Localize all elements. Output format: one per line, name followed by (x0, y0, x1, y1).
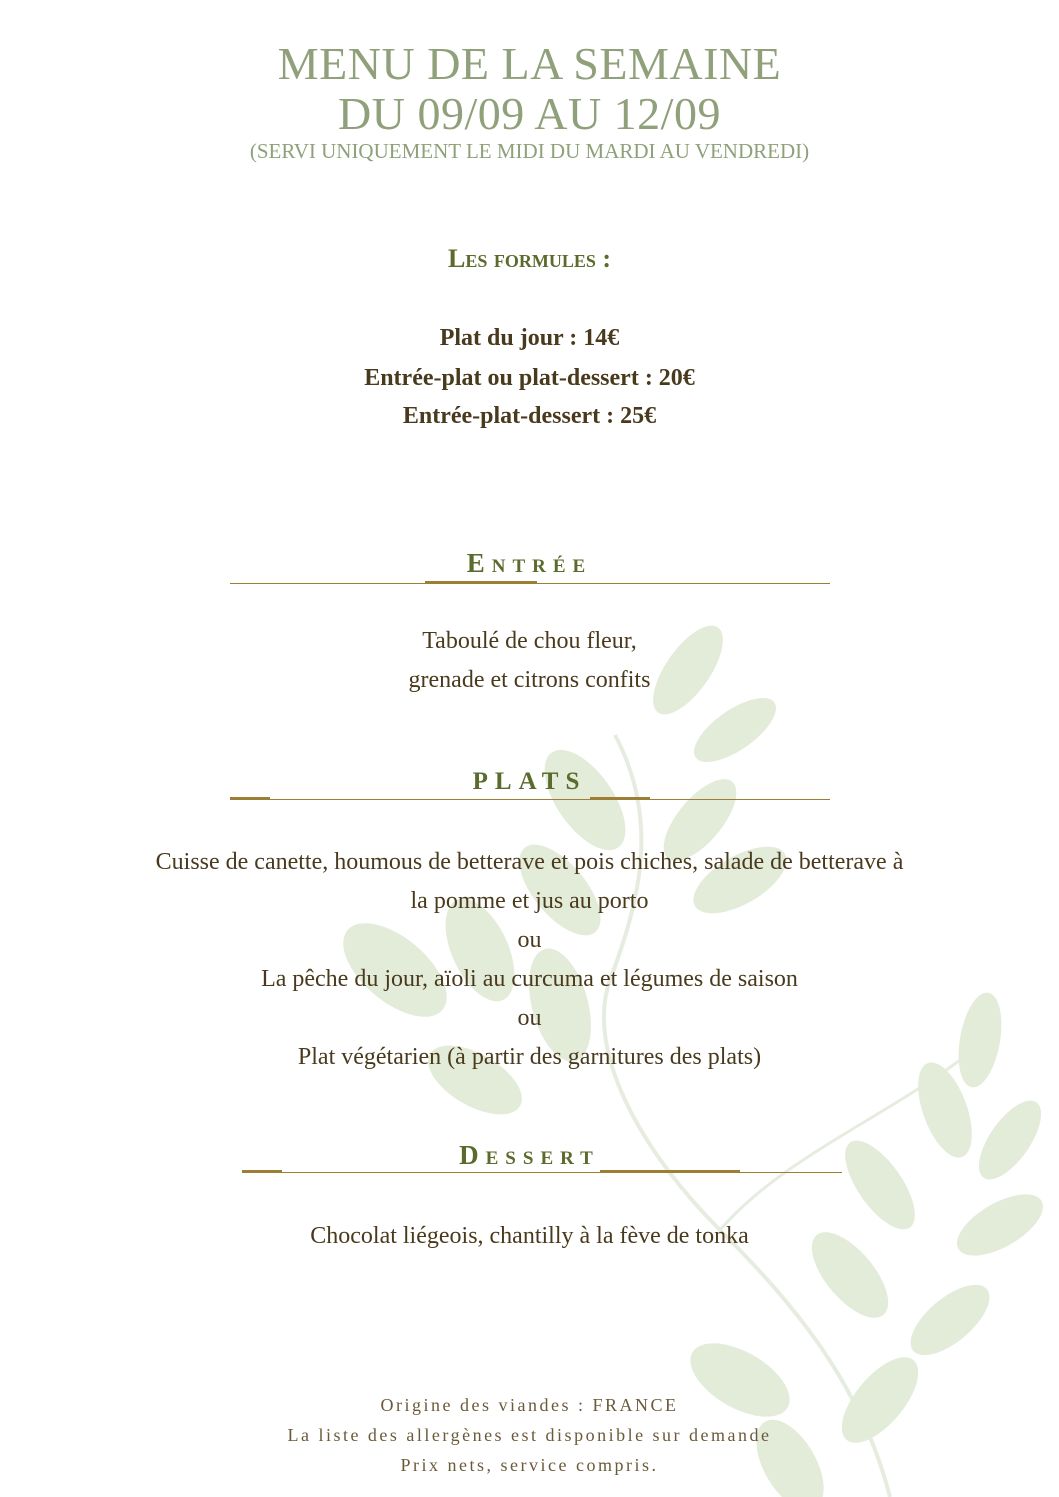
footer-meat-origin: Origine des viandes : FRANCE (380, 1395, 679, 1415)
plats-heading: PLATS (472, 768, 587, 795)
dessert-line-1: Chocolat liégeois, chantilly à la fève de tonka (310, 1223, 749, 1249)
plat-line-2: la pomme et jus au porto (410, 888, 649, 914)
footer-allergens: La liste des allergènes est disponible sur demande (287, 1425, 772, 1445)
menu-service-note: (SERVI UNIQUEMENT LE MIDI DU MARDI AU VENDREDI) (249, 139, 810, 163)
dessert-divider-accent-right (600, 1170, 740, 1172)
plats-divider-accent-right (590, 797, 650, 799)
entree-line-2: grenade et citrons confits (408, 667, 651, 693)
plats-divider (230, 799, 830, 800)
plat-separator-1: ou (517, 927, 542, 953)
plat-line-4: Plat végétarien (à partir des garnitures des plats) (297, 1044, 762, 1070)
price-entree-plat: Entrée-plat ou plat-dessert : 20€ (364, 365, 695, 391)
price-entree-plat-dessert: Entrée-plat-dessert : 25€ (402, 403, 657, 429)
plat-line-3: La pêche du jour, aïoli au curcuma et légumes de saison (261, 966, 798, 992)
dessert-divider (242, 1172, 842, 1173)
entree-divider (230, 583, 830, 584)
plat-line-1: Cuisse de canette, houmous de betterave et pois chiches, salade de betterave à (155, 849, 904, 875)
footer-prices-note: Prix nets, service compris. (400, 1455, 659, 1475)
entree-heading: Entrée (466, 548, 593, 578)
entree-line-1: Taboulé de chou fleur, (422, 628, 637, 654)
dessert-divider-accent-left (242, 1170, 282, 1172)
price-plat-du-jour: Plat du jour : 14€ (439, 325, 620, 351)
entree-divider-accent (425, 581, 537, 583)
dessert-heading: Dessert (459, 1140, 600, 1170)
plats-divider-accent-left (230, 797, 270, 799)
plat-separator-2: ou (517, 1005, 542, 1031)
menu-date-range: DU 09/09 AU 12/09 (338, 88, 721, 139)
formules-heading: Les formules : (447, 244, 612, 273)
menu-title: MENU DE LA SEMAINE (277, 38, 782, 89)
